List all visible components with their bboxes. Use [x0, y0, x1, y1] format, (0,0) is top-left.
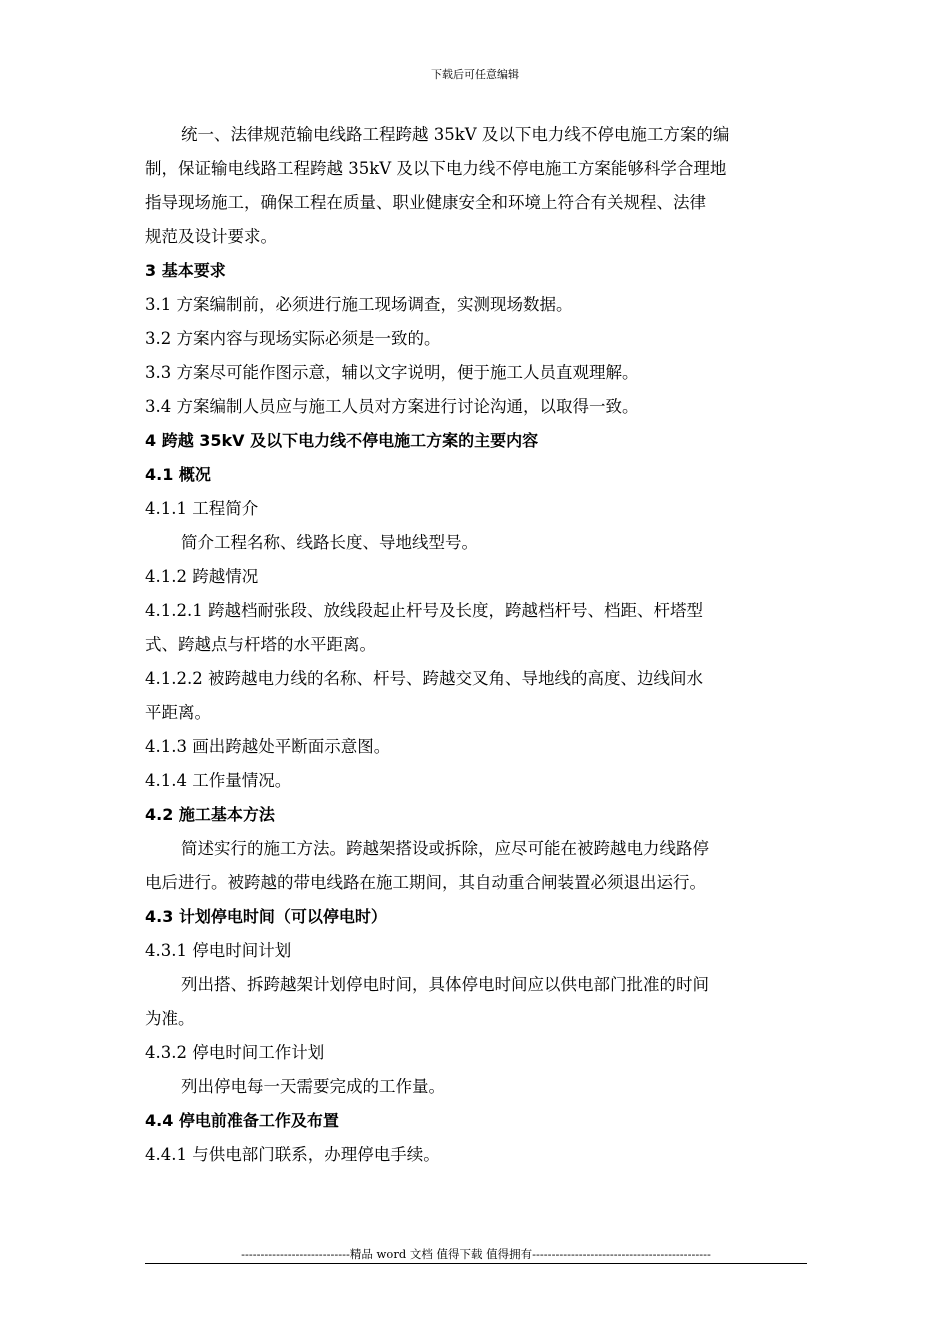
paragraph-line: 4.3.1 停电时间计划: [145, 941, 292, 960]
section-heading: 4.4 停电前准备工作及布置: [145, 1111, 339, 1130]
paragraph-line: 列出停电每一天需要完成的工作量。: [181, 1077, 445, 1096]
paragraph-line: 3.1 方案编制前，必须进行施工现场调查，实测现场数据。: [145, 295, 573, 314]
paragraph-line: 4.1.2 跨越情况: [145, 567, 259, 586]
paragraph-line: 指导现场施工，确保工程在质量、职业健康安全和环境上符合有关规程、法律: [145, 193, 706, 212]
paragraph-line: 式、跨越点与杆塔的水平距离。: [145, 635, 376, 654]
paragraph-line: 平距离。: [145, 703, 211, 722]
section-heading: 4 跨越 35kV 及以下电力线不停电施工方案的主要内容: [145, 431, 539, 450]
paragraph-line: 4.1.1 工程简介: [145, 499, 259, 518]
document-body: [145, 118, 810, 1172]
paragraph-line: 简介工程名称、线路长度、导地线型号。: [181, 533, 478, 552]
paragraph-line: 4.1.4 工作量情况。: [145, 771, 292, 790]
paragraph-line: 3.4 方案编制人员应与施工人员对方案进行讨论沟通，以取得一致。: [145, 397, 639, 416]
paragraph-line: 3.2 方案内容与现场实际必须是一致的。: [145, 329, 441, 348]
section-heading: 4.1 概况: [145, 465, 211, 484]
paragraph-line: 4.1.2.2 被跨越电力线的名称、杆号、跨越交叉角、导地线的高度、边线间水: [145, 669, 703, 688]
paragraph-line: 4.1.3 画出跨越处平断面示意图。: [145, 737, 391, 756]
page-header: 下载后可任意编辑: [431, 68, 519, 81]
section-heading: 3 基本要求: [145, 261, 226, 280]
paragraph-line: 简述实行的施工方法。跨越架搭设或拆除，应尽可能在被跨越电力线路停: [181, 839, 709, 858]
paragraph-line: 4.4.1 与供电部门联系，办理停电手续。: [145, 1145, 440, 1164]
footer-divider: [145, 1263, 807, 1264]
paragraph-line: 制，保证输电线路工程跨越 35kV 及以下电力线不停电施工方案能够科学合理地: [145, 159, 727, 178]
paragraph-line: 4.1.2.1 跨越档耐张段、放线段起止杆号及长度，跨越档杆号、档距、杆塔型: [145, 601, 703, 620]
paragraph-line: 3.3 方案尽可能作图示意，辅以文字说明，便于施工人员直观理解。: [145, 363, 639, 382]
paragraph-line: 电后进行。被跨越的带电线路在施工期间，其自动重合闸装置必须退出运行。: [145, 873, 706, 892]
paragraph-line: 规范及设计要求。: [145, 227, 277, 246]
paragraph-line: 列出搭、拆跨越架计划停电时间，具体停电时间应以供电部门批准的时间: [181, 975, 709, 994]
paragraph-line: 4.3.2 停电时间工作计划: [145, 1043, 325, 1062]
paragraph-line: 统一、法律规范输电线路工程跨越 35kV 及以下电力线不停电施工方案的编: [181, 125, 730, 144]
paragraph-line: 为准。: [145, 1009, 195, 1028]
section-heading: 4.3 计划停电时间（可以停电时）: [145, 907, 387, 926]
section-heading: 4.2 施工基本方法: [145, 805, 275, 824]
page-footer: ----------------------------精品 word 文档 值得下载 值得拥有----------------------------------------------: [241, 1247, 711, 1261]
